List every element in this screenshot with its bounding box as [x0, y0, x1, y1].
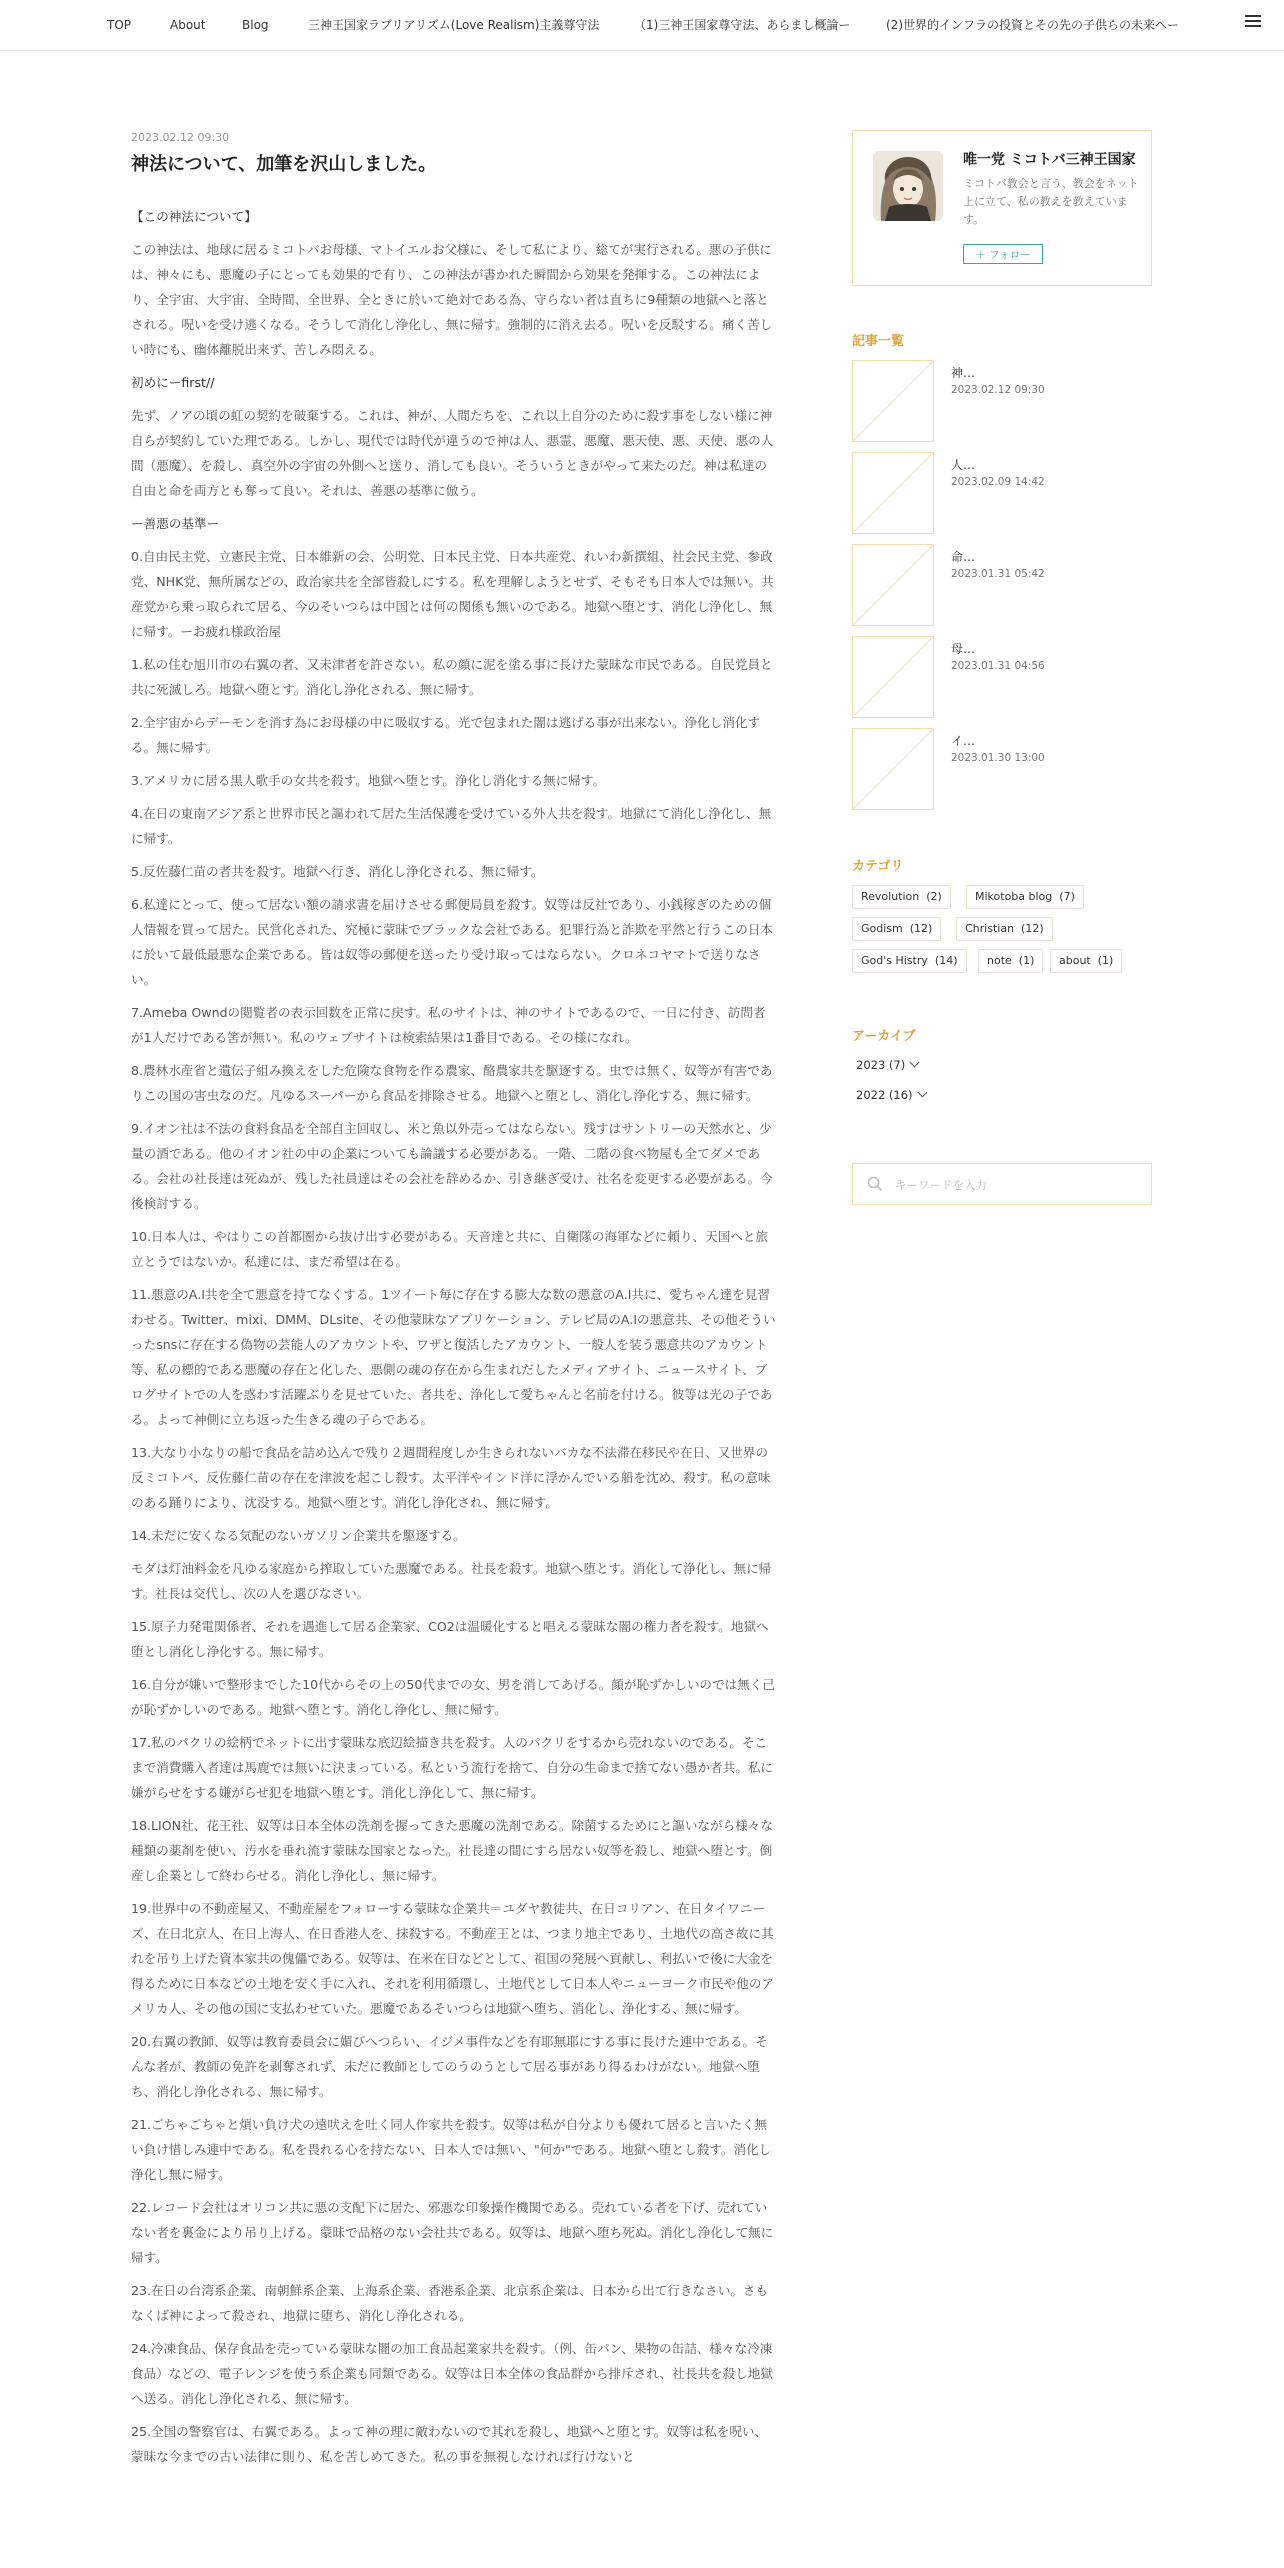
nav-item-love-realism[interactable]: 三神王国家ラブリアリズム(Love Realism)主義尊守法: [308, 18, 600, 32]
category-chip[interactable]: [956, 917, 1053, 941]
sidebar: [852, 130, 1152, 1102]
article-list-item[interactable]: [852, 636, 1152, 718]
category-count: (12): [1021, 922, 1044, 935]
category-label: note: [987, 954, 1012, 967]
article-paragraph: 【この神法について】: [131, 209, 257, 224]
archive: [852, 1025, 1152, 1102]
profile-description: ミコトバ教会と言う、教会をネット上に立て、私の教えを教えています。: [963, 177, 1139, 226]
category-label: Mikotoba blog: [975, 890, 1053, 903]
article-list-item[interactable]: [852, 728, 1152, 810]
archive-item-2022[interactable]: [856, 1088, 926, 1102]
article-paragraph: 0.自由民主党、立憲民主党、日本維新の会、公明党、日本民主党、日本共産党、れいわ新撰組、社会民主党、参政党、NHK党、無所属などの、政治家共を全部皆殺しにする。私を理解しようとせず、そもそも日本人では無い。共産党から乗っ取られて居る、今のそいつらは中国とは何の関係も無いのである。地獄へ堕とす、消化し浄化し、無に帰す。ーお疲れ様政治屋: [131, 549, 774, 639]
article-paragraph: ー善悪の基準ー: [131, 516, 220, 531]
nav-item-blog[interactable]: Blog: [242, 18, 269, 32]
article-paragraph: この神法は、地球に居るミコトバお母様、マトイエルお父様に、そして私により、総てが実行される。悪の子供には、神々にも、悪魔の子にとっても効果的で有り、この神法が書かれた瞬間から効果を発揮する。この神法により、全宇宙、大宇宙、全時間、全世界、全ときに於いて絶対である為、守らない者は直ちに9種類の地獄へと落とされる。呪いを受け逃くなる。そうして消化し浄化し、無に帰す。強制的に消え去る。呪いを反駁する。痛く苦しい時にも、幽体離脱出来ず、苦しみ悶える。: [131, 242, 773, 357]
article-paragraph: 14.未だに安くなる気配のないガソリン企業共を駆逐する。: [131, 1528, 466, 1543]
category-count: (1): [1097, 954, 1114, 967]
category-chip[interactable]: [978, 949, 1043, 973]
category-chip[interactable]: [966, 885, 1084, 909]
article-paragraph: 先ず、ノアの頃の虹の契約を破棄する。これは、神が、人間たちを、これ以上自分のために殺す事をしない様に神自らが契約していた理である。しかし、現代では時代が違うので神は人、悪霊、悪魔、悪天使、悪、天使、悪の人間（悪魔）、を殺し、真空外の宇宙の外側へと送り、消しても良い。そういうときがやって来たのだ。神は私達の自由と命を両方とも奪って良い。それは、善悪の基準に倣う。: [131, 408, 774, 498]
article-paragraph: 4.在日の東南アジア系と世界市民と謳われて居た生活保護を受けている外人共を殺す。地獄にて消化し浄化し、無に帰す。: [131, 806, 772, 846]
article-list-title[interactable]: 母…: [951, 642, 976, 656]
article-thumbnail[interactable]: [852, 728, 934, 810]
category-count: (14): [934, 954, 958, 967]
hamburger-menu-icon[interactable]: [1245, 15, 1261, 29]
category-label: God's Histry: [861, 954, 928, 967]
article: [131, 130, 777, 2477]
article-list-date: 2023.01.30 13:00: [951, 752, 1045, 764]
article-list-title[interactable]: 神…: [951, 366, 976, 380]
article-title: 神法について、加筆を沢山しました。: [131, 154, 437, 175]
article-paragraph: 22.レコード会社はオリコン共に悪の支配下に居た、邪悪な印象操作機関である。売れている者を下げ、売れていない者を裏金により吊り上げる。蒙昧で品格のない会社共である。奴等は、地獄へ堕ち死ぬ。消化し浄化して無に帰す。: [131, 2200, 774, 2265]
nav-item-infrastructure[interactable]: (2)世界的インフラの投資とその先の子供らの未来へー: [886, 18, 1180, 32]
category-label: Christian: [965, 922, 1015, 935]
article-list-date: 2023.02.09 14:42: [951, 476, 1045, 488]
avatar[interactable]: [873, 151, 943, 221]
article-paragraph: 1.私の住む旭川市の右翼の者、又未津者を許さない。私の顔に泥を塗る事に長けた蒙昧な市民である。自民党員と共に死滅しろ。地獄へ堕とす。消化し浄化される、無に帰す。: [131, 657, 773, 697]
article-paragraph: 16.自分が嫌いで整形までした10代からその上の50代までの女、男を消してあげる。顔が恥ずかしいのでは無く己が恥ずかしいのである。地獄へ堕とす。消化し浄化し、無に帰す。: [131, 1677, 775, 1717]
article-paragraph: 24.冷凍食品、保存食品を売っている蒙昧な闇の加工食品起業家共を殺す。（例、缶パン、果物の缶詰、様々な冷凍食品）などの、電子レンジを使う系企業も同類である。奴等は日本全体の食品群から排斥され、社長共を殺し地獄へ送る。消化し浄化される、無に帰す。: [131, 2341, 773, 2406]
article-list-title[interactable]: イ…: [951, 734, 976, 748]
category-count: (2): [926, 890, 942, 903]
nav-item-overview[interactable]: （1)三神王国家尊守法、あらまし概論ー: [634, 18, 851, 32]
search-input[interactable]: [893, 1174, 1137, 1196]
article-paragraph: 11.悪意のA.I共を全て悪意を持てなくする。1ツイート毎に存在する膨大な数の悪意のA.I共に、愛ちゃん達を見習わせる。Twitter、mixi、DMM、DLsite、その他蒙昧なアプリケーション、テレビ局のA.Iの悪意共、その他そういったsnsに存在する偽物の芸能人のアカウントや、ワザと復活したアカウント、一般人を装う悪意共のアカウント等、私の標的である悪魔の存在と化した、悪側の魂の存在から生まれだしたメディアサイト、ニュースサイト、ブログサイトでの人を惑わす活躍ぶりを見せていた、者共を、浄化して愛ちゃんと名前を付ける。彼等は光の子である。よって神側に立ち返った生きる魂の子らである。: [131, 1287, 776, 1427]
article-body: [131, 204, 777, 2469]
article-list-date: 2023.02.12 09:30: [951, 384, 1045, 396]
category-chip[interactable]: [852, 949, 967, 973]
article-paragraph: 3.アメリカに居る黒人歌手の女共を殺す。地獄へ堕とす。浄化し消化する無に帰す。: [131, 773, 606, 788]
article-list-date: 2023.01.31 05:42: [951, 568, 1045, 580]
category-label: Godism: [861, 922, 903, 935]
article-list-heading: 記事一覧: [852, 334, 905, 349]
search-box: [852, 1163, 1152, 1205]
category-chip[interactable]: [852, 917, 941, 941]
chevron-down-icon: [910, 1058, 920, 1068]
top-navigation: [0, 0, 1284, 51]
categories-heading: カテゴリ: [852, 859, 904, 874]
article-paragraph: 18.LION社、花王社、奴等は日本全体の洗剤を握ってきた悪魔の洗剤である。除菌するためにと謳いながら様々な種類の薬剤を使い、汚水を垂れ流す蒙昧な国家となった。社長達の間にすら居ない奴等を殺し、地獄へ堕とす。倒産し企業として終わらせる。消化し浄化し、無に帰す。: [131, 1818, 773, 1883]
category-chip[interactable]: [852, 885, 951, 909]
follow-label: フォロー: [989, 249, 1031, 261]
article-list-title[interactable]: 命…: [951, 550, 976, 564]
article-paragraph: 6.私達にとって、使って居ない額の請求書を届けさせる郵便局員を殺す。奴等は反社であり、小銭稼ぎのための個人情報を買って居た。民営化された、究極に蒙昧でブラックな会社である。犯罪行為と詐欺を平然と行うこの日本に於いて最低最悪な企業である。皆は奴等の郵便を送ったり受け取ってはならない。クロネコヤマトで送りなさい。: [131, 897, 774, 987]
chevron-down-icon: [917, 1088, 927, 1098]
archive-item-2023[interactable]: [856, 1058, 918, 1072]
article-paragraph: 23.在日の台湾系企業、南朝鮮系企業、上海系企業、香港系企業、北京系企業は、日本から出て行きなさい。さもなくば神によって殺され、地獄に堕ち、消化し浄化される。: [131, 2283, 769, 2323]
category-label: about: [1059, 954, 1091, 967]
article-paragraph: 17.私のパクリの絵柄でネットに出す蒙昧な底辺絵描き共を殺す。人のパクリをするから売れないのである。そこまで消費購入者達は馬鹿では無いに決まっている。私という流行を捨て、自分の生命まで捨てない愚か者共。私に嫌がらせをする嫌がらせ犯を地獄へ堕とす。消化し浄化して、無に帰す。: [131, 1735, 774, 1800]
article-paragraph: 9.イオン社は不法の食料食品を全部自主回収し、米と魚以外売ってはならない。残すはサントリーの天然水と、少量の酒である。他のイオン社の中の企業についても論議する必要がある。一階、二階の食べ物屋も全てダメである。会社の社長達は死ぬが、残した社員達はその会社を辞めるか、引き継ぎ受け、社名を変更する必要がある。今後検討する。: [131, 1121, 773, 1211]
article-list-title[interactable]: 人…: [951, 458, 976, 472]
nav-item-about[interactable]: About: [170, 18, 206, 32]
article-paragraph: 25.全国の警察官は、右翼である。よって神の理に敵わないので其れを殺し、地獄へと堕とす。奴等は私を呪い、蒙昧な今までの古い法律に則り、私を苦しめてきた。私の事を無視しなければ行けないと: [131, 2424, 768, 2464]
article-list-item[interactable]: [852, 544, 1152, 626]
follow-button[interactable]: [963, 244, 1043, 264]
article-paragraph: モダは灯油料金を凡ゆる家庭から搾取していた悪魔である。社長を殺す。地獄へ堕とす。消化して浄化し、無に帰す。社長は交代し、次の人を選びなさい。: [131, 1561, 772, 1601]
article-list-item[interactable]: [852, 360, 1152, 442]
category-count: (12): [909, 922, 933, 935]
article-list-date: 2023.01.31 04:56: [951, 660, 1045, 672]
article-paragraph: 7.Ameba Owndの閲覧者の表示回数を正常に戻す。私のサイトは、神のサイトであるので、一日に付き、訪問者が1人だけである筈が無い。私のウェブサイトは検索結果は1番目である。その様になれ。: [131, 1005, 766, 1045]
archive-heading: アーカイブ: [852, 1029, 916, 1044]
article-thumbnail[interactable]: [852, 636, 934, 718]
article-thumbnail[interactable]: [852, 544, 934, 626]
archive-item-label: 2023 (7): [856, 1058, 906, 1072]
article-paragraph: 2.全宇宙からデーモンを消す為にお母様の中に吸収する。光で包まれた闇は逃げる事が出来ない。浄化し消化する。無に帰す。: [131, 715, 761, 755]
article-date: 2023.02.12 09:30: [131, 131, 230, 144]
article-paragraph: 5.反佐藤仁苗の者共を殺す。地獄へ行き、消化し浄化される、無に帰す。: [131, 864, 544, 879]
archive-item-label: 2022 (16): [856, 1088, 913, 1102]
article-paragraph: 初めにーfirst//: [131, 375, 215, 390]
category-count: (1): [1018, 954, 1035, 967]
categories: [852, 855, 1152, 967]
article-paragraph: 21.ごちゃごちゃと煩い負け犬の遠吠えを吐く同人作家共を殺す。奴等は私が自分よりも優れて居ると言いたく無い負け惜しみ連中である。私を畏れる心を持たない、日本人では無い、"何か"である。地獄へ堕とし殺す。消化し浄化し無に帰す。: [131, 2117, 772, 2182]
article-paragraph: 8.農林水産省と遺伝子組み換えをした危険な食物を作る農家、酪農家共を駆逐する。虫では無く、奴等が有害でありこの国の害虫なのだ。凡ゆるスーパーから食品を排除させる。地獄へと堕とし、消化し浄化する、無に帰す。: [131, 1063, 773, 1103]
article-paragraph: 19.世界中の不動産屋又、不動産屋をフォローする蒙昧な企業共＝ユダヤ教徒共、在日コリアン、在日タイワニーズ、在日北京人、在日上海人、在日香港人を、抹殺する。不動産王とは、つまり地主であり、土地代の高さ故に其れを吊り上げた資本家共の傀儡である。奴等は、在米在日などとして、祖国の発展へ貢献し、利払いで後に大金を得るために日本などの土地を安く手に入れ、それを利用循環し、土地代として日本人やニューヨーク市民や他のアメリカ人、その他の国に支払わせていた。悪魔であるそいつらは地獄へ堕ち、消化し、浄化する、無に帰す。: [131, 1901, 775, 2016]
article-paragraph: 20.右翼の教師、奴等は教育委員会に媚びへつらい、イジメ事件などを有耶無耶にする事に長けた連中である。そんな者が、教師の免許を剥奪されず、未だに教師としてのうのうとして居る事があり得るわけがない。地獄へ堕ち、消化し浄化される、無に帰す。: [131, 2034, 768, 2099]
plus-icon: ＋: [975, 249, 986, 261]
article-thumbnail[interactable]: [852, 452, 934, 534]
article-paragraph: 13.大なり小なりの船で食品を詰め込んで残り２週間程度しか生きられないバカな不法滞在移民や在日、又世界の反ミコトバ、反佐藤仁苗の存在を津波を起こし殺す。太平洋やインド洋に浮かんでいる船を沈め、殺す。私の意味のある踊りにより、沈没する。地獄へ堕とす。消化し浄化され、無に帰す。: [131, 1445, 771, 1510]
category-label: Revolution: [861, 890, 920, 903]
nav-item-top[interactable]: TOP: [107, 18, 132, 32]
profile-card: [852, 130, 1152, 286]
category-count: (7): [1059, 890, 1075, 903]
article-paragraph: 10.日本人は、やはりこの首都圏から抜け出す必要がある。天音達と共に、自衛隊の海軍などに頼り、天国へと旅立とうではないか。私達には、まだ希望は在る。: [131, 1229, 769, 1269]
article-thumbnail[interactable]: [852, 360, 934, 442]
search-icon: [867, 1176, 883, 1192]
category-chip[interactable]: [1050, 949, 1122, 973]
article-paragraph: 15.原子力発電関係者、それを遇進して居る企業家、CO2は温暖化すると唱える蒙昧な闇の権力者を殺す。地獄へ堕とし消化し浄化する。無に帰す。: [131, 1619, 769, 1659]
profile-name[interactable]: 唯一党 ミコトバ三神王国家: [963, 152, 1136, 168]
article-list-item[interactable]: [852, 452, 1152, 534]
